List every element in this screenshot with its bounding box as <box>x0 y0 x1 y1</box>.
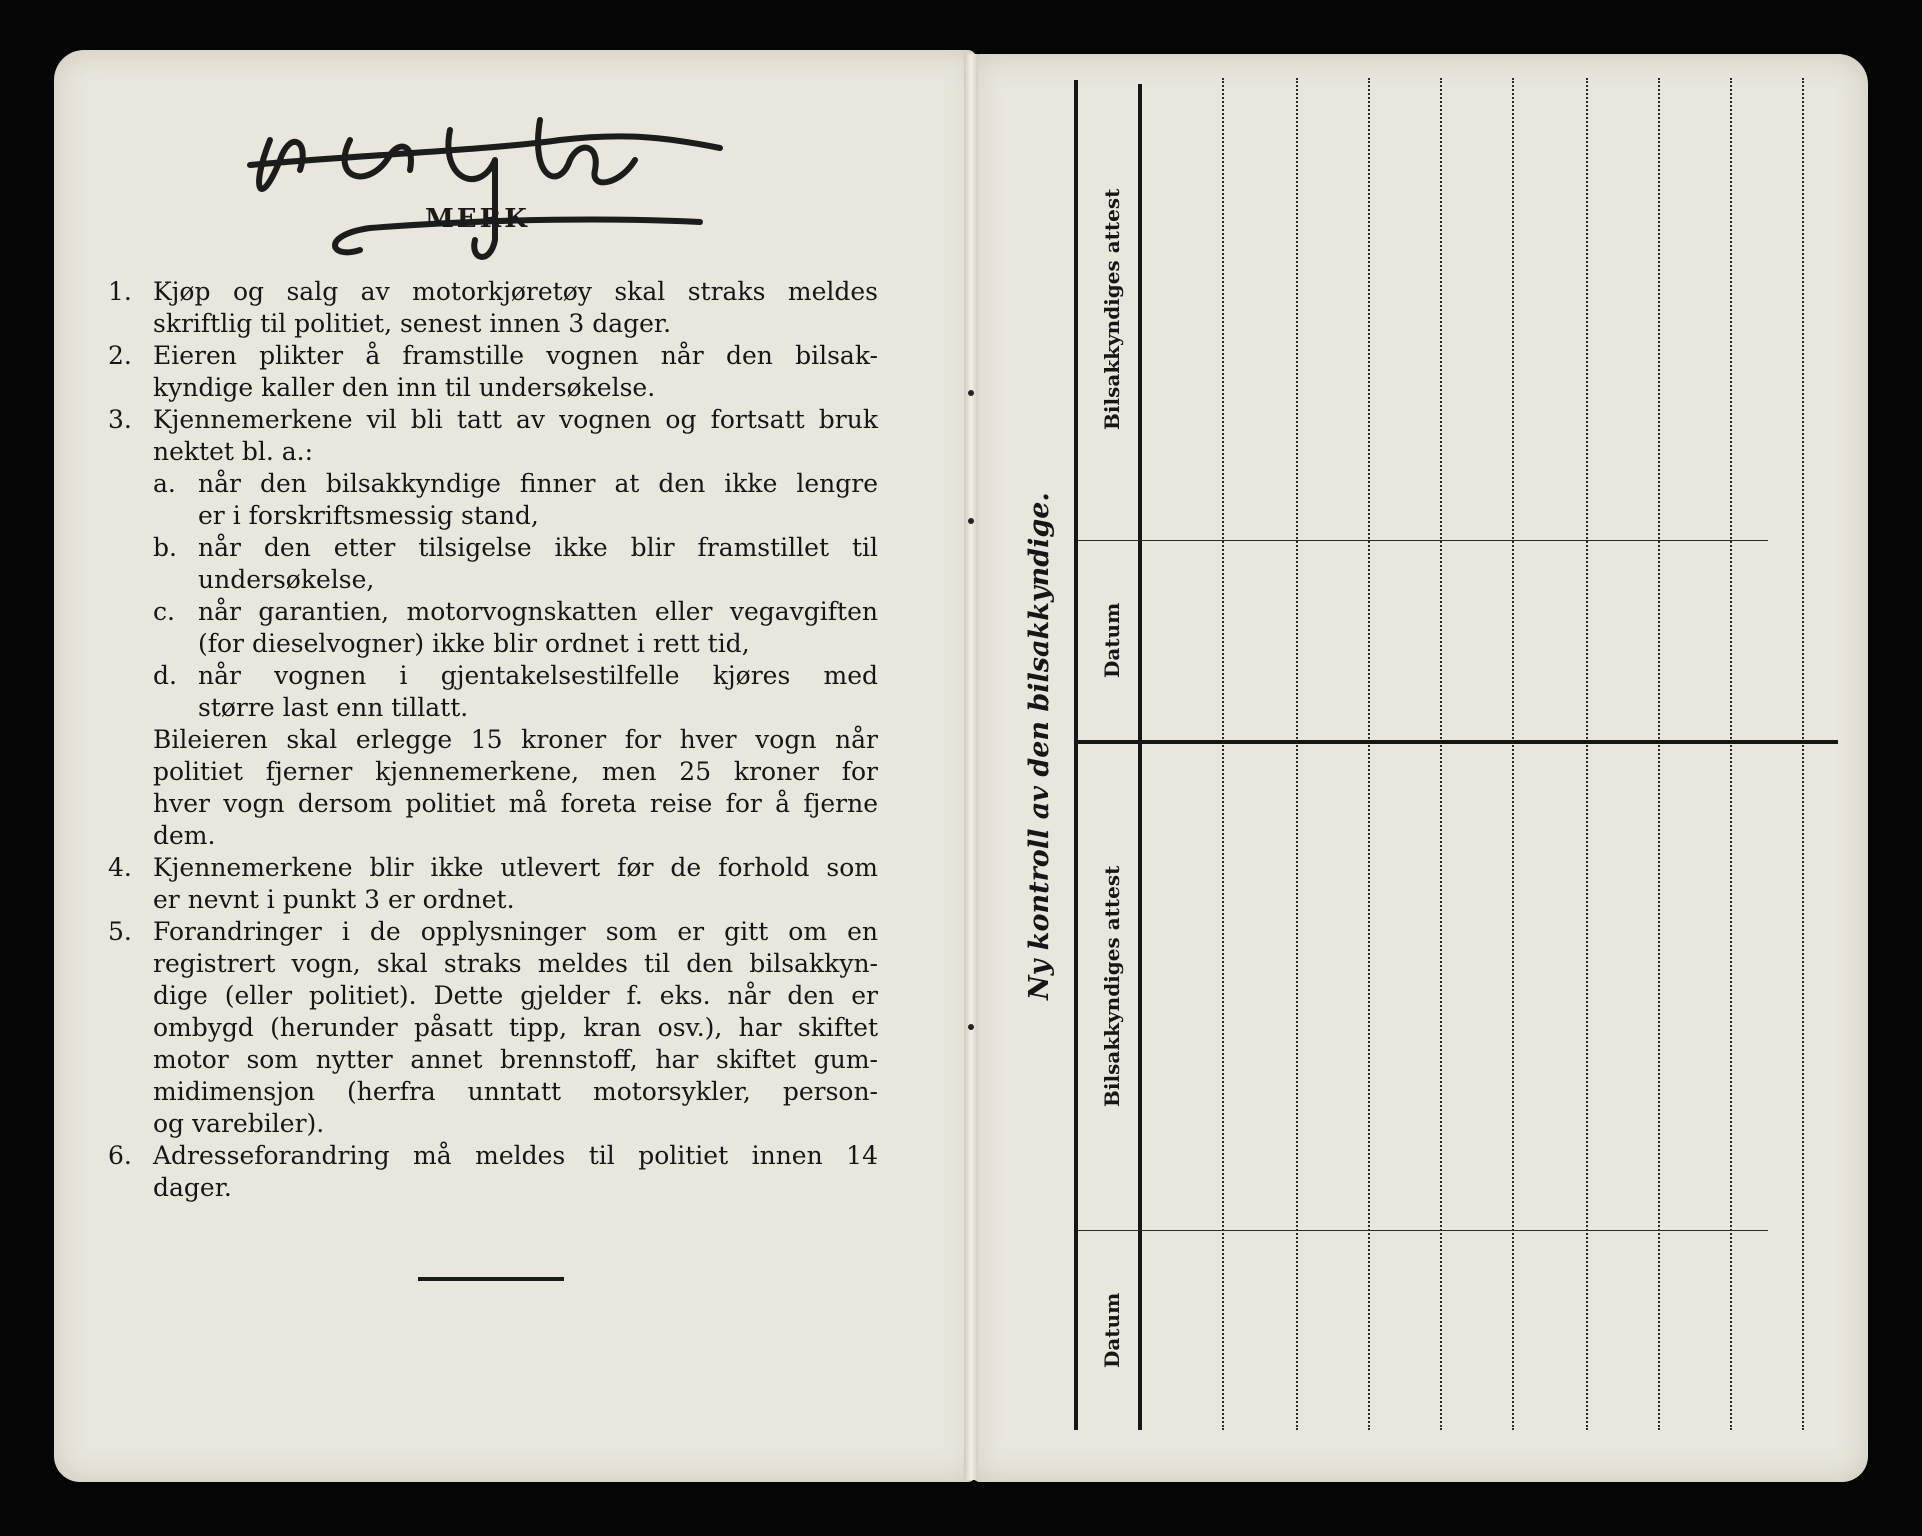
note-number: 2. <box>108 341 132 370</box>
note-line: Kjennemerkene vil bli tatt av vognen og fortsatt bruk <box>153 405 878 434</box>
fold-mark <box>968 518 974 524</box>
dotted-column-line <box>1586 78 1588 1430</box>
note-line: skriftlig til politiet, senest innen 3 dager. <box>153 309 672 338</box>
row-divider <box>1078 1230 1768 1231</box>
note-number: 1. <box>108 277 132 306</box>
note-item-6 <box>108 1140 878 1204</box>
sub-item-letter: b. <box>153 533 177 562</box>
fee-paragraph <box>153 724 878 852</box>
dotted-column-line <box>1296 78 1298 1430</box>
label-attest-top: Bilsakkyndiges attest <box>1100 188 1124 430</box>
note-line: motor som nytter annet brennstoff, har skiftet gum- <box>153 1045 878 1074</box>
note-line: kyndige kaller den inn til undersøkelse. <box>153 373 656 402</box>
form-title: Ny kontroll av den bilsakkyndige. <box>1024 492 1055 1000</box>
section-divider <box>1078 740 1838 744</box>
label-attest-bottom: Bilsakkyndiges attest <box>1100 865 1124 1107</box>
closing-rule <box>418 1277 564 1281</box>
sub-item-letter: c. <box>153 597 175 626</box>
sub-item-b <box>153 532 878 596</box>
note-number: 4. <box>108 853 132 882</box>
note-line: registrert vogn, skal straks meldes til den bilsakkyn- <box>153 949 878 978</box>
handwritten-signature <box>240 100 760 270</box>
note-item-4 <box>108 852 878 916</box>
dotted-column-line <box>1658 78 1660 1430</box>
note-number: 5. <box>108 917 132 946</box>
sub-item-line: er i forskriftsmessig stand, <box>198 501 539 530</box>
form-border-line <box>1074 80 1078 1430</box>
fee-line: dem. <box>153 821 216 850</box>
page-spine <box>964 54 978 1480</box>
sub-item-d <box>153 660 878 724</box>
fee-line: Bileieren skal erlegge 15 kroner for hver vogn når <box>153 725 878 754</box>
note-line: ombygd (herunder påsatt tipp, kran osv.), har skiftet <box>153 1013 878 1042</box>
note-line: Kjøp og salg av motorkjøretøy skal straks meldes <box>153 277 878 306</box>
dotted-column-line <box>1802 78 1804 1430</box>
merk-heading: MERK <box>425 204 530 234</box>
note-line: og varebiler). <box>153 1109 325 1138</box>
sub-item-line: når vognen i gjentakelsestilfelle kjøres med <box>198 661 878 690</box>
sub-item-c <box>153 596 878 660</box>
form-border-line <box>1138 84 1142 1430</box>
label-datum-bottom: Datum <box>1100 1292 1124 1368</box>
sub-item-line: større last enn tillatt. <box>198 693 469 722</box>
note-item-1 <box>108 276 878 340</box>
note-line: nektet bl. a.: <box>153 437 314 466</box>
label-datum-top: Datum <box>1100 602 1124 678</box>
sub-item-line: når garantien, motorvognskatten eller vegavgiften <box>198 597 878 626</box>
fold-mark <box>968 1024 974 1030</box>
sub-item-letter: d. <box>153 661 177 690</box>
fee-line: politiet fjerner kjennemerkene, men 25 kroner for <box>153 757 878 786</box>
note-line: Adresseforandring må meldes til politiet innen 14 <box>153 1141 878 1170</box>
sub-item-a <box>153 468 878 532</box>
note-line: dager. <box>153 1173 232 1202</box>
dotted-column-line <box>1512 78 1514 1430</box>
sub-item-line: undersøkelse, <box>198 565 375 594</box>
sub-item-line: når den bilsakkyndige finner at den ikke lengre <box>198 469 878 498</box>
note-line: Eieren plikter å framstille vognen når den bilsak- <box>153 341 878 370</box>
note-line: Kjennemerkene blir ikke utlevert før de forhold som <box>153 853 878 882</box>
dotted-column-line <box>1222 78 1224 1430</box>
note-number: 6. <box>108 1141 132 1170</box>
sub-item-letter: a. <box>153 469 176 498</box>
sub-item-line: når den etter tilsigelse ikke blir framstillet til <box>198 533 878 562</box>
note-line: er nevnt i punkt 3 er ordnet. <box>153 885 515 914</box>
note-item-2 <box>108 340 878 404</box>
note-line: Forandringer i de opplysninger som er gitt om en <box>153 917 878 946</box>
note-line: midimensjon (herfra unntatt motorsykler, person- <box>153 1077 878 1106</box>
row-divider <box>1078 540 1768 541</box>
dotted-column-line <box>1730 78 1732 1430</box>
sub-item-line: (for dieselvogner) ikke blir ordnet i rett tid, <box>198 629 750 658</box>
note-item-5 <box>108 916 878 1140</box>
note-line: dige (eller politiet). Dette gjelder f. eks. når den er <box>153 981 878 1010</box>
dotted-column-line <box>1368 78 1370 1430</box>
fold-mark <box>968 390 974 396</box>
fee-line: hver vogn dersom politiet må foreta reise for å fjerne <box>153 789 878 818</box>
notes-list <box>108 276 878 1204</box>
note-item-3 <box>108 404 878 468</box>
note-number: 3. <box>108 405 132 434</box>
dotted-column-line <box>1440 78 1442 1430</box>
